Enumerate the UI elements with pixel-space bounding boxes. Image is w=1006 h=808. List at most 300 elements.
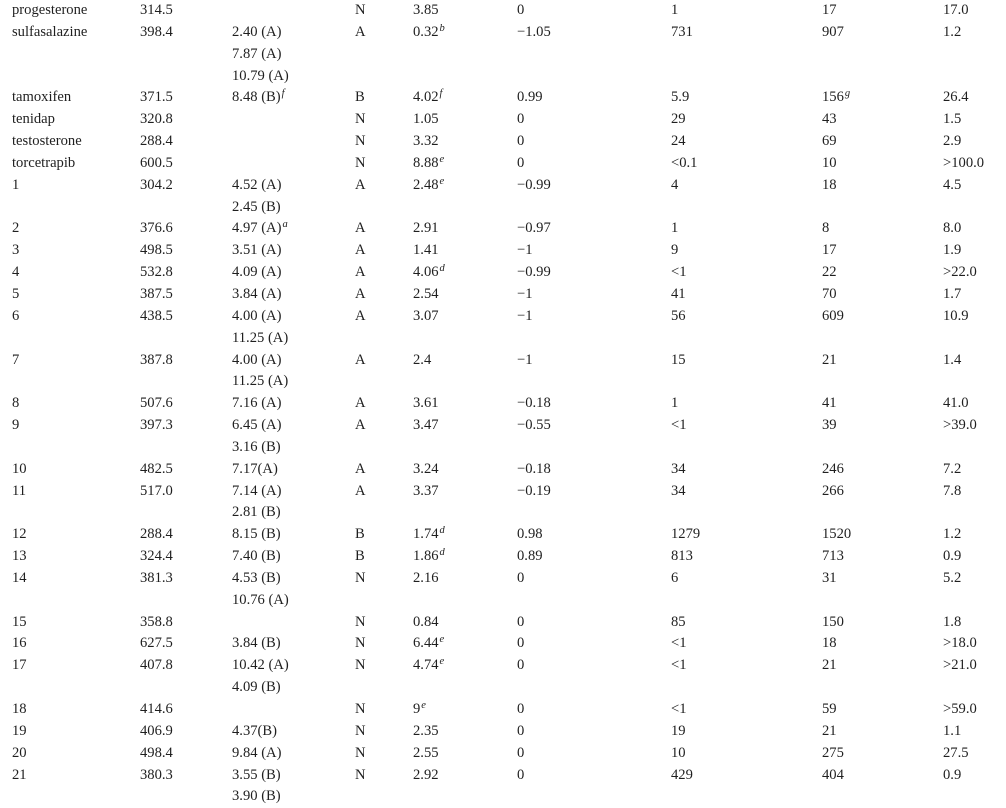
col8-cell xyxy=(822,240,943,262)
col7-cell: <1 xyxy=(671,701,687,717)
logp-cell xyxy=(413,568,517,590)
pka-value: 9.84 (A) xyxy=(232,744,282,761)
col7-cell: 1 xyxy=(671,220,679,237)
col8-value: 21 xyxy=(822,657,837,674)
col9-cell: 26.4 xyxy=(943,89,969,106)
charge-cell: −0.19 xyxy=(517,482,551,499)
charge-cell: −0.99 xyxy=(517,264,551,281)
logp-cell xyxy=(413,765,517,787)
pka-value: 3.84 (A) xyxy=(232,285,282,302)
logp-value: 1.74 xyxy=(413,526,439,543)
col9-cell: 0.9 xyxy=(943,766,962,783)
col8-cell xyxy=(822,699,943,721)
pka-value: 3.51 (A) xyxy=(232,242,282,259)
col8-value: 17 xyxy=(822,242,837,259)
col8-value: 10 xyxy=(822,154,837,171)
compound-name-cell: 11 xyxy=(12,482,27,499)
logp-cell xyxy=(413,546,517,568)
charge-cell: −0.18 xyxy=(517,395,551,412)
logp-cell xyxy=(413,218,517,240)
pka-line xyxy=(232,44,355,66)
col7-cell: <1 xyxy=(671,417,687,434)
col8-value: 70 xyxy=(822,285,837,302)
col9-cell: 1.5 xyxy=(943,111,962,128)
table-row xyxy=(12,721,1006,743)
pka-cell xyxy=(232,524,355,546)
pka-value: 4.09 (B) xyxy=(232,679,281,696)
col8-cell xyxy=(822,524,943,546)
pka-cell xyxy=(232,546,355,568)
acid-base-type-cell: N xyxy=(355,701,366,717)
pka-cell xyxy=(232,218,355,240)
col8-cell xyxy=(822,546,943,568)
col9-cell: 1.7 xyxy=(943,285,962,302)
col7-cell: 34 xyxy=(671,460,686,477)
pka-value: 3.16 (B) xyxy=(232,438,281,455)
logp-cell xyxy=(413,415,517,437)
footnote-marker: e xyxy=(439,175,445,187)
acid-base-type-cell: A xyxy=(355,242,366,259)
pka-cell xyxy=(232,306,355,350)
col7-cell: 9 xyxy=(671,242,679,259)
col8-value: 907 xyxy=(822,23,844,40)
charge-cell: 0 xyxy=(517,766,525,783)
table-row xyxy=(12,109,1006,131)
charge-cell: −0.55 xyxy=(517,417,551,434)
compound-name-cell: 6 xyxy=(12,307,20,324)
col7-cell: 29 xyxy=(671,111,686,128)
col7-cell: 1 xyxy=(671,395,679,412)
col9-cell: >100.0 xyxy=(943,154,985,171)
col9-cell: 1.2 xyxy=(943,23,962,40)
compound-name-cell: 8 xyxy=(12,395,20,412)
col9-cell: 27.5 xyxy=(943,744,969,761)
pka-value: 7.17(A) xyxy=(232,460,278,477)
pka-cell xyxy=(232,175,355,219)
mw-cell: 532.8 xyxy=(140,264,173,281)
col7-cell: 1279 xyxy=(671,526,701,543)
compound-name-cell: 2 xyxy=(12,220,20,237)
compound-name-cell: 16 xyxy=(12,635,27,652)
compound-name-cell: 18 xyxy=(12,701,27,717)
pka-cell xyxy=(232,87,355,109)
col8-value: 59 xyxy=(822,701,837,717)
col8-cell xyxy=(822,612,943,634)
mw-cell: 358.8 xyxy=(140,613,173,630)
col7-cell: 34 xyxy=(671,482,686,499)
logp-cell xyxy=(413,240,517,262)
table-row xyxy=(12,459,1006,481)
charge-cell: −0.18 xyxy=(517,460,551,477)
col8-value: 8 xyxy=(822,220,830,237)
col7-cell: 1 xyxy=(671,2,679,18)
col8-cell xyxy=(822,87,943,109)
col9-cell: 41.0 xyxy=(943,395,969,412)
pka-line xyxy=(232,393,355,415)
acid-base-type-cell: A xyxy=(355,23,366,40)
col9-cell: 5.2 xyxy=(943,569,962,586)
col8-cell xyxy=(822,459,943,481)
mw-cell: 387.8 xyxy=(140,351,173,368)
acid-base-type-cell: A xyxy=(355,176,366,193)
logp-cell xyxy=(413,393,517,415)
col8-cell xyxy=(822,721,943,743)
acid-base-type-cell: N xyxy=(355,657,366,674)
table-row xyxy=(12,655,1006,699)
compound-name-cell: testosterone xyxy=(12,133,82,150)
charge-cell: 0 xyxy=(517,635,525,652)
logp-value: 2.35 xyxy=(413,722,439,739)
col8-cell xyxy=(822,765,943,787)
logp-cell xyxy=(413,131,517,153)
logp-cell xyxy=(413,0,517,22)
logp-cell xyxy=(413,262,517,284)
col7-cell: <1 xyxy=(671,657,687,674)
col7-cell: 10 xyxy=(671,744,686,761)
pka-line xyxy=(232,743,355,765)
acid-base-type-cell: N xyxy=(355,133,366,150)
table-row xyxy=(12,262,1006,284)
col8-cell xyxy=(822,218,943,240)
mw-cell: 288.4 xyxy=(140,133,173,150)
col9-cell: >21.0 xyxy=(943,657,977,674)
logp-value: 2.55 xyxy=(413,744,439,761)
table-row xyxy=(12,765,1006,808)
pka-line xyxy=(232,66,355,88)
pka-line xyxy=(232,524,355,546)
col8-value: 21 xyxy=(822,722,837,739)
col7-cell: 41 xyxy=(671,285,686,302)
footnote-marker: e xyxy=(439,153,445,165)
charge-cell: −1 xyxy=(517,242,533,259)
pka-value: 4.53 (B) xyxy=(232,569,281,586)
compound-name-cell: 13 xyxy=(12,548,27,565)
pka-value: 4.97 (A) xyxy=(232,220,282,237)
compound-name-cell: 14 xyxy=(12,569,27,586)
pka-line xyxy=(232,481,355,503)
pka-value: 4.52 (A) xyxy=(232,176,282,193)
col9-cell: 1.9 xyxy=(943,242,962,259)
table-row xyxy=(12,22,1006,88)
pka-line xyxy=(232,437,355,459)
pka-value: 10.42 (A) xyxy=(232,657,289,674)
mw-cell: 600.5 xyxy=(140,154,173,171)
acid-base-type-cell: B xyxy=(355,526,365,543)
compound-name-cell: 3 xyxy=(12,242,20,259)
charge-cell: −0.97 xyxy=(517,220,551,237)
col8-value: 22 xyxy=(822,264,837,281)
col8-cell xyxy=(822,415,943,437)
logp-value: 3.07 xyxy=(413,307,439,324)
col8-cell xyxy=(822,262,943,284)
col7-cell: 56 xyxy=(671,307,686,324)
pka-value: 7.87 (A) xyxy=(232,45,282,62)
col8-value: 39 xyxy=(822,417,837,434)
acid-base-type-cell: N xyxy=(355,111,366,128)
col9-cell: 1.8 xyxy=(943,613,962,630)
logp-value: 0.84 xyxy=(413,613,439,630)
col9-cell: 17.0 xyxy=(943,2,969,18)
pka-cell xyxy=(232,393,355,415)
col8-cell xyxy=(822,655,943,677)
mw-cell: 398.4 xyxy=(140,23,173,40)
pka-cell xyxy=(232,743,355,765)
mw-cell: 381.3 xyxy=(140,569,173,586)
pka-value: 3.90 (B) xyxy=(232,788,281,805)
footnote-marker: f xyxy=(439,88,443,100)
table-row xyxy=(12,284,1006,306)
logp-cell xyxy=(413,22,517,44)
pka-value: 7.16 (A) xyxy=(232,395,282,412)
logp-value: 8.88 xyxy=(413,154,439,171)
col8-value: 266 xyxy=(822,482,844,499)
col9-cell: 8.0 xyxy=(943,220,962,237)
pka-line xyxy=(232,175,355,197)
logp-value: 4.74 xyxy=(413,657,439,674)
acid-base-type-cell: N xyxy=(355,635,366,652)
pka-cell xyxy=(232,568,355,612)
mw-cell: 414.6 xyxy=(140,701,173,717)
col9-cell: 1.1 xyxy=(943,722,962,739)
footnote-marker: a xyxy=(282,219,288,231)
pka-line xyxy=(232,350,355,372)
logp-cell xyxy=(413,459,517,481)
logp-cell xyxy=(413,655,517,677)
charge-cell: −0.99 xyxy=(517,176,551,193)
col8-value: 609 xyxy=(822,307,844,324)
pka-value: 10.76 (A) xyxy=(232,591,289,608)
col8-cell xyxy=(822,22,943,44)
col9-cell: 10.9 xyxy=(943,307,969,324)
col7-cell: 24 xyxy=(671,133,686,150)
pka-value: 2.81 (B) xyxy=(232,504,281,521)
mw-cell: 376.6 xyxy=(140,220,173,237)
table-row xyxy=(12,568,1006,612)
pka-cell xyxy=(232,415,355,459)
charge-cell: 0.89 xyxy=(517,548,543,565)
pka-line xyxy=(232,765,355,787)
table-row xyxy=(12,131,1006,153)
pka-cell xyxy=(232,262,355,284)
compound-name-cell: 7 xyxy=(12,351,20,368)
charge-cell: 0 xyxy=(517,613,525,630)
footnote-marker: d xyxy=(439,525,445,537)
table-row xyxy=(12,0,1006,22)
pka-value: 4.37(B) xyxy=(232,722,277,739)
pka-line xyxy=(232,568,355,590)
col7-cell: 429 xyxy=(671,766,693,783)
mw-cell: 320.8 xyxy=(140,111,173,128)
logp-cell xyxy=(413,306,517,328)
charge-cell: 0 xyxy=(517,154,525,171)
compound-name-cell: 1 xyxy=(12,176,20,193)
logp-value: 1.05 xyxy=(413,111,439,128)
col8-value: 69 xyxy=(822,133,837,150)
logp-cell xyxy=(413,350,517,372)
compound-name-cell: sulfasalazine xyxy=(12,23,88,40)
acid-base-type-cell: N xyxy=(355,613,366,630)
col9-cell: >18.0 xyxy=(943,635,977,652)
logp-value: 2.16 xyxy=(413,569,439,586)
col9-cell: 1.2 xyxy=(943,526,962,543)
compound-name-cell: 15 xyxy=(12,613,27,630)
footnote-marker: e xyxy=(421,700,426,711)
acid-base-type-cell: N xyxy=(355,2,366,18)
logp-cell xyxy=(413,284,517,306)
charge-cell: 0 xyxy=(517,2,525,18)
col7-cell: 19 xyxy=(671,722,686,739)
pka-cell xyxy=(232,284,355,306)
logp-cell xyxy=(413,721,517,743)
pka-line xyxy=(232,677,355,699)
mw-cell: 387.5 xyxy=(140,285,173,302)
table-row xyxy=(12,306,1006,350)
col7-cell: 6 xyxy=(671,569,679,586)
table-row xyxy=(12,481,1006,525)
pka-cell xyxy=(232,481,355,525)
mw-cell: 406.9 xyxy=(140,722,173,739)
pka-cell xyxy=(232,721,355,743)
charge-cell: 0 xyxy=(517,569,525,586)
footnote-marker: g xyxy=(844,88,851,100)
table-row xyxy=(12,240,1006,262)
pka-line xyxy=(232,721,355,743)
acid-base-type-cell: A xyxy=(355,220,366,237)
compound-table xyxy=(12,0,1006,808)
logp-cell xyxy=(413,612,517,634)
acid-base-type-cell: A xyxy=(355,307,366,324)
logp-value: 2.4 xyxy=(413,351,432,368)
col7-cell: 5.9 xyxy=(671,89,690,106)
col9-cell: 7.2 xyxy=(943,460,962,477)
acid-base-type-cell: A xyxy=(355,395,366,412)
col8-value: 43 xyxy=(822,111,837,128)
compound-name-cell: tamoxifen xyxy=(12,89,72,106)
pka-value: 11.25 (A) xyxy=(232,373,289,390)
table-row xyxy=(12,393,1006,415)
col8-cell xyxy=(822,481,943,503)
compound-name-cell: 20 xyxy=(12,744,27,761)
table-row xyxy=(12,415,1006,459)
pka-value: 8.48 (B) xyxy=(232,89,281,106)
pka-line xyxy=(232,371,355,393)
charge-cell: 0.99 xyxy=(517,89,543,106)
mw-cell: 498.5 xyxy=(140,242,173,259)
pka-value: 2.45 (B) xyxy=(232,198,281,215)
pka-value: 11.25 (A) xyxy=(232,329,289,346)
pka-line xyxy=(232,240,355,262)
col8-cell xyxy=(822,393,943,415)
mw-cell: 627.5 xyxy=(140,635,173,652)
pka-line xyxy=(232,87,355,109)
pka-value: 2.40 (A) xyxy=(232,23,282,40)
acid-base-type-cell: A xyxy=(355,417,366,434)
col7-cell: <1 xyxy=(671,264,687,281)
col8-cell xyxy=(822,153,943,175)
compound-name-cell: 4 xyxy=(12,264,20,281)
compound-name-cell: torcetrapib xyxy=(12,154,76,171)
acid-base-type-cell: N xyxy=(355,569,366,586)
charge-cell: 0 xyxy=(517,722,525,739)
charge-cell: −1 xyxy=(517,285,533,302)
col8-value: 21 xyxy=(822,351,837,368)
logp-value: 3.85 xyxy=(413,2,439,18)
acid-base-type-cell: N xyxy=(355,722,366,739)
col9-cell: 4.5 xyxy=(943,176,962,193)
table-row xyxy=(12,612,1006,634)
charge-cell: −1 xyxy=(517,307,533,324)
pka-value: 8.15 (B) xyxy=(232,526,281,543)
col8-value: 275 xyxy=(822,744,844,761)
col8-cell xyxy=(822,284,943,306)
pka-cell xyxy=(232,765,355,808)
pka-cell xyxy=(232,459,355,481)
col7-cell: 4 xyxy=(671,176,679,193)
col8-value: 1520 xyxy=(822,526,852,543)
col8-value: 150 xyxy=(822,613,844,630)
table-row xyxy=(12,743,1006,765)
logp-value: 3.24 xyxy=(413,460,439,477)
mw-cell: 324.4 xyxy=(140,548,173,565)
acid-base-type-cell: N xyxy=(355,766,366,783)
logp-value: 0.32 xyxy=(413,23,439,40)
logp-cell xyxy=(413,633,517,655)
pka-line xyxy=(232,197,355,219)
charge-cell: 0 xyxy=(517,657,525,674)
table-row xyxy=(12,153,1006,175)
pka-value: 6.45 (A) xyxy=(232,417,282,434)
pka-line xyxy=(232,459,355,481)
pka-value: 4.09 (A) xyxy=(232,264,282,281)
pka-value: 4.00 (A) xyxy=(232,351,282,368)
pka-line xyxy=(232,655,355,677)
acid-base-type-cell: N xyxy=(355,154,366,171)
compound-name-cell: 17 xyxy=(12,657,27,674)
pka-line xyxy=(232,415,355,437)
pka-cell xyxy=(232,633,355,655)
pka-cell xyxy=(232,350,355,394)
col8-cell xyxy=(822,350,943,372)
logp-value: 3.32 xyxy=(413,133,439,150)
table-row xyxy=(12,175,1006,219)
compound-name-cell: 19 xyxy=(12,722,27,739)
mw-cell: 517.0 xyxy=(140,482,173,499)
col9-cell: 0.9 xyxy=(943,548,962,565)
pka-line xyxy=(232,786,355,808)
pka-line xyxy=(232,328,355,350)
logp-value: 1.86 xyxy=(413,548,439,565)
pka-value: 3.84 (B) xyxy=(232,635,281,652)
logp-value: 4.06 xyxy=(413,264,439,281)
col9-cell: >59.0 xyxy=(943,701,977,717)
pka-line xyxy=(232,546,355,568)
logp-cell xyxy=(413,153,517,175)
compound-name-cell: tenidap xyxy=(12,111,55,128)
table-row xyxy=(12,87,1006,109)
logp-cell xyxy=(413,109,517,131)
logp-cell xyxy=(413,743,517,765)
pka-cell xyxy=(232,22,355,88)
logp-cell xyxy=(413,87,517,109)
charge-cell: 0 xyxy=(517,744,525,761)
pka-line xyxy=(232,262,355,284)
mw-cell: 438.5 xyxy=(140,307,173,324)
logp-cell xyxy=(413,524,517,546)
footnote-marker: d xyxy=(439,263,445,275)
mw-cell: 397.3 xyxy=(140,417,173,434)
acid-base-type-cell: B xyxy=(355,89,365,106)
col8-cell xyxy=(822,306,943,328)
